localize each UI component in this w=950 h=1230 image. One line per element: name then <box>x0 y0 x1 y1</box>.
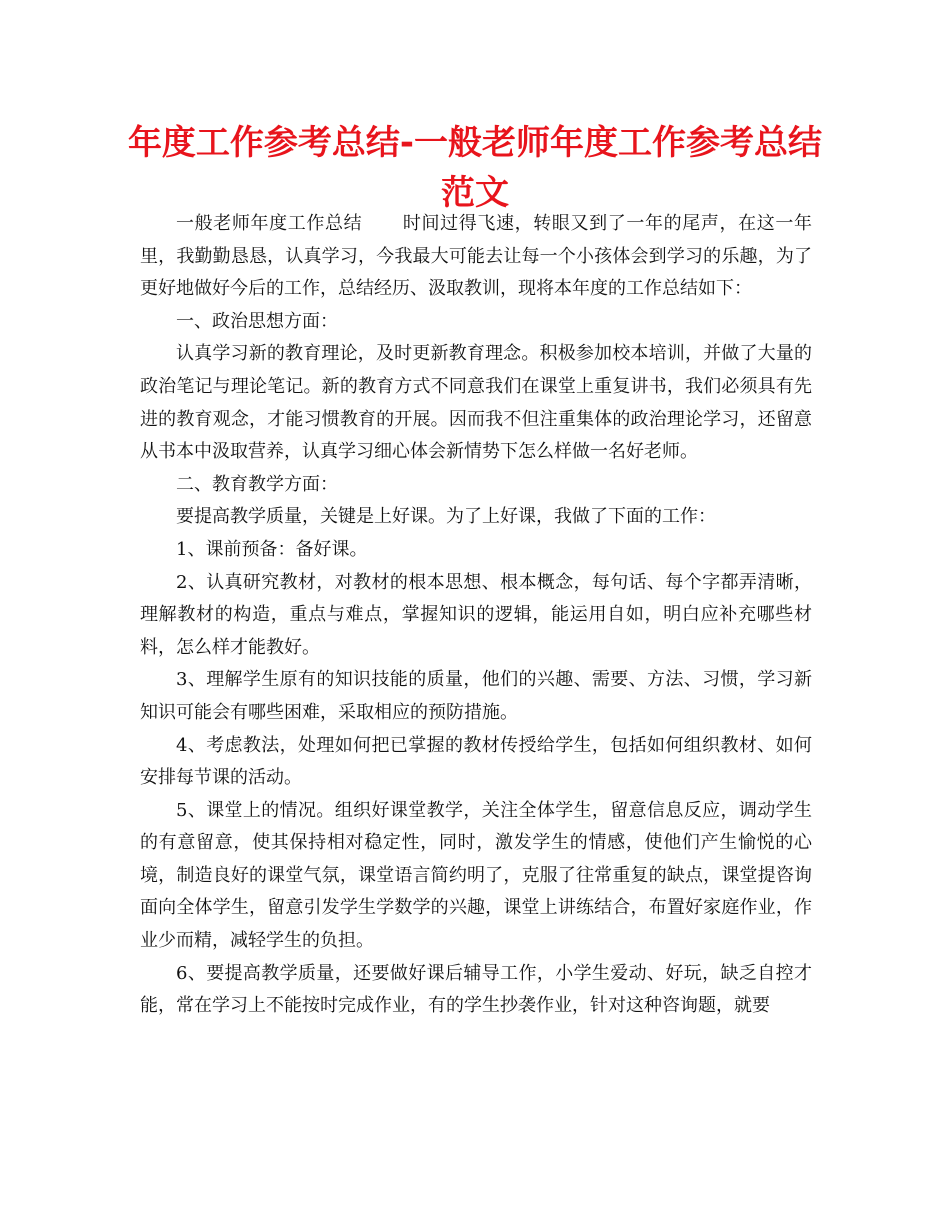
intro-label: 一般老师年度工作总结 <box>176 213 363 234</box>
heading-teaching: 二、教育教学方面： <box>176 473 338 495</box>
document-title: 年度工作参考总结-一般老师年度工作参考总结范文 <box>127 123 823 213</box>
list-item-3: 3、理解学生原有的知识技能的质量，他们的兴趣、需要、方法、习惯，学习新知识可能会有哪些困难，采取相应的预防措施。 <box>140 669 812 723</box>
paragraph-political: 认真学习新的教育理论，及时更新教育理念。积极参加校本培训，并做了大量的政治笔记与理论笔记。新的教育方式不同意我们在课堂上重复讲书，我们必须具有先进的教育观念，才能习惯教育的开展。因而我不但注重集体的政治理论学习，还留意从书本中汲取营养，认真学习细心体会新情势下怎么样做一名好老师。 <box>140 343 812 463</box>
paragraph-text: 时间过得飞速，转眼又到了一年的尾声，在这一年里，我勤勤恳恳，认真学习，今我最大可能去让每一个小孩体会到学习的乐趣，为了更好地做好今后的工作，总结经历、汲取教训，现将本年度的工作总结如下： <box>140 213 812 300</box>
list-item-2: 2、认真研究教材，对教材的根本思想、根本概念，每句话、每个字都弄清晰，理解教材的构造，重点与难点，掌握知识的逻辑，能运用自如，明白应补充哪些材料，怎么样才能教好。 <box>140 571 812 658</box>
heading-political: 一、政治思想方面： <box>176 310 338 332</box>
document-body <box>140 208 812 1023</box>
paragraph-teaching-intro: 要提高教学质量，关键是上好课。为了上好课，我做了下面的工作： <box>176 506 716 528</box>
list-item-6: 6、要提高教学质量，还要做好课后辅导工作，小学生爱动、好玩，缺乏自控才能，常在学习上不能按时完成作业，有的学生抄袭作业，针对这种咨询题，就要 <box>140 962 812 1017</box>
list-item-5: 5、课堂上的情况。组织好课堂教学，关注全体学生，留意信息反应，调动学生的有意留意，使其保持相对稳定性，同时，激发学生的情感，使他们产生愉悦的心境，制造良好的课堂气氛，课堂语言简约明了，克服了往常重复的缺点，课堂提咨询面向全体学生，留意引发学生学数学的兴趣，课堂上讲练结合，布置好家庭作业，作业少而精，减轻学生的负担。 <box>140 799 812 952</box>
paragraph-intro <box>140 208 812 306</box>
list-item-4: 4、考虑教法，处理如何把已掌握的教材传授给学生，包括如何组织教材、如何安排每节课的活动。 <box>140 734 812 789</box>
list-item-1: 1、课前预备：备好课。 <box>176 538 368 560</box>
